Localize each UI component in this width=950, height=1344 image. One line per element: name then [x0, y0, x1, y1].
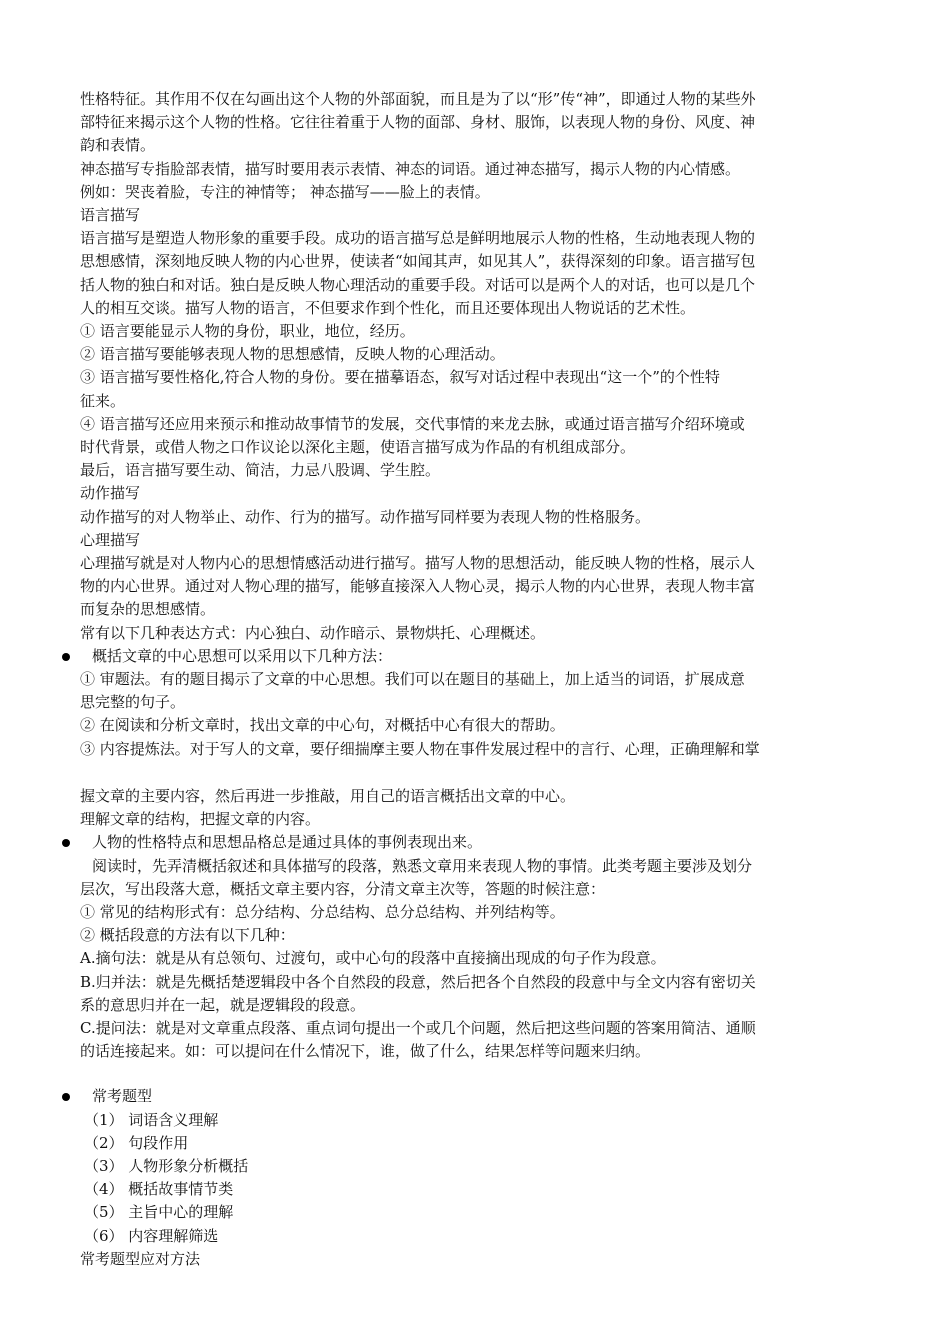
bullet-item [80, 645, 880, 668]
numbered-item: ④ 语言描写还应用来预示和推动故事情节的发展，交代事情的来龙去脉，或通过语言描写介绍环境或 [80, 414, 745, 433]
section-heading-language: 语言描写 [80, 206, 141, 225]
text-line: 阅读时，先弄清概括叙述和具体描写的段落，熟悉文章用来表现人物的事情。此类考题主要涉及划分 [92, 856, 753, 875]
text-line: 性格特征。其作用不仅在勾画出这个人物的外部面貌，而且是为了以“形”传“神”，即通过人物的某些外 [80, 90, 756, 108]
text-line: 韵和表情。 [80, 136, 156, 155]
bullet-item [80, 831, 880, 854]
numbered-item: ① 审题法。有的题目揭示了文章的中心思想。我们可以在题目的基础上，加上适当的词语，扩展成意 [80, 670, 745, 689]
text-line: 思想感情，深刻地反映人物的内心世界，使读者“如闻其声，如见其人”，获得深刻的印象。语言描写包 [80, 252, 756, 271]
text-line: 常考题型应对方法 [80, 1249, 201, 1268]
question-type-item: （4） 概括故事情节类 [84, 1180, 234, 1199]
text-line: 的话连接起来。如：可以提问在什么情况下，谁，做了什么，结果怎样等问题来归纳。 [80, 1042, 651, 1061]
text-line: 系的意思归并在一起，就是逻辑段的段意。 [80, 995, 366, 1014]
blank-line [80, 1063, 880, 1085]
text-line: 而复杂的思想感情。 [80, 600, 216, 619]
text-line: 最后，语言描写要生动、简洁，力忌八股调、学生腔。 [80, 461, 441, 480]
numbered-item: ① 常见的结构形式有：总分结构、分总结构、总分总结构、并列结构等。 [80, 902, 565, 921]
text-line: 例如：哭丧着脸，专注的神情等； 神态描写——脸上的表情。 [80, 182, 490, 201]
numbered-item: ③ 语言描写要性格化,符合人物的身份。要在描摹语态，叙写对话过程中表现出“这一个”的个性特 [80, 368, 720, 387]
numbered-item: ② 概括段意的方法有以下几种： [80, 926, 295, 945]
text-line: 人的相互交谈。描写人物的语言，不但要求作到个性化，而且还要体现出人物说话的艺术性。 [80, 298, 696, 317]
question-type-item: （6） 内容理解筛选 [84, 1226, 219, 1245]
numbered-item: ③ 内容提炼法。对于写人的文章，要仔细揣摩主要人物在事件发展过程中的言行、心理，正确理解和掌 [80, 739, 760, 758]
question-type-item: （5） 主旨中心的理解 [84, 1203, 234, 1222]
text-line: 层次，写出段落大意，概括文章主要内容，分清文章主次等，答题的时候注意： [80, 879, 606, 898]
text-line: 握文章的主要内容，然后再进一步推敲，用自己的语言概括出文章的中心。 [80, 786, 576, 805]
text-line: 思完整的句子。 [80, 693, 186, 712]
section-heading-action: 动作描写 [80, 484, 141, 503]
text-line: 括人物的独白和对话。独白是反映人物心理活动的重要手段。对话可以是两个人的对话，也可以是几个 [80, 275, 756, 294]
numbered-item: ① 语言要能显示人物的身份，职业，地位，经历。 [80, 322, 415, 341]
bullet-text: 人物的性格特点和思想品格总是通过具体的事例表现出来。 [92, 833, 483, 852]
text-line: 动作描写的对人物举止、动作、行为的描写。动作描写同样要为表现人物的性格服务。 [80, 507, 651, 526]
text-line: 语言描写是塑造人物形象的重要手段。成功的语言描写总是鲜明地展示人物的性格，生动地表现人物的 [80, 229, 756, 248]
section-heading-psychology: 心理描写 [80, 530, 141, 549]
text-line: 征来。 [80, 391, 126, 410]
numbered-item: ② 语言描写要能够表现人物的思想感情，反映人物的心理活动。 [80, 345, 505, 364]
question-type-item: （2） 句段作用 [84, 1133, 189, 1152]
text-line: 神态描写专指脸部表情，描写时要用表示表情、神态的词语。通过神态描写，揭示人物的内心情感。 [80, 159, 741, 178]
text-line: 理解文章的结构，把握文章的内容。 [80, 810, 321, 829]
bullet-text: 常考题型 [92, 1087, 153, 1106]
lettered-item: B.归并法：就是先概括楚逻辑段中各个自然段的段意，然后把各个自然段的段意中与全文内容有密切关 [80, 972, 756, 991]
lettered-item: A.摘句法：就是从有总领句、过渡句，或中心句的段落中直接摘出现成的句子作为段意。 [80, 949, 666, 968]
text-line: 常有以下几种表达方式：内心独白、动作暗示、景物烘托、心理概述。 [80, 623, 546, 642]
lettered-item: C.提问法：就是对文章重点段落、重点词句提出一个或几个问题，然后把这些问题的答案用简洁、通顺 [80, 1018, 756, 1037]
bullet-text: 概括文章的中心思想可以采用以下几种方法： [92, 646, 393, 665]
text-line: 心理描写就是对人物内心的思想情感活动进行描写。描写人物的思想活动，能反映人物的性格，展示人 [80, 554, 756, 573]
text-line: 部特征来揭示这个人物的性格。它往往着重于人物的面部、身材、服饰，以表现人物的身份、风度、神 [80, 113, 756, 132]
question-type-item: （3） 人物形象分析概括 [84, 1156, 249, 1175]
bullet-item [80, 1085, 880, 1108]
numbered-item: ② 在阅读和分析文章时，找出文章的中心句，对概括中心有很大的帮助。 [80, 716, 565, 735]
document-body [80, 88, 880, 1271]
blank-line [80, 761, 880, 785]
text-line: 物的内心世界。通过对人物心理的描写，能够直接深入人物心灵，揭示人物的内心世界，表现人物丰富 [80, 577, 756, 596]
question-type-item: （1） 词语含义理解 [84, 1110, 219, 1129]
text-line: 时代背景，或借人物之口作议论以深化主题，使语言描写成为作品的有机组成部分。 [80, 438, 636, 457]
